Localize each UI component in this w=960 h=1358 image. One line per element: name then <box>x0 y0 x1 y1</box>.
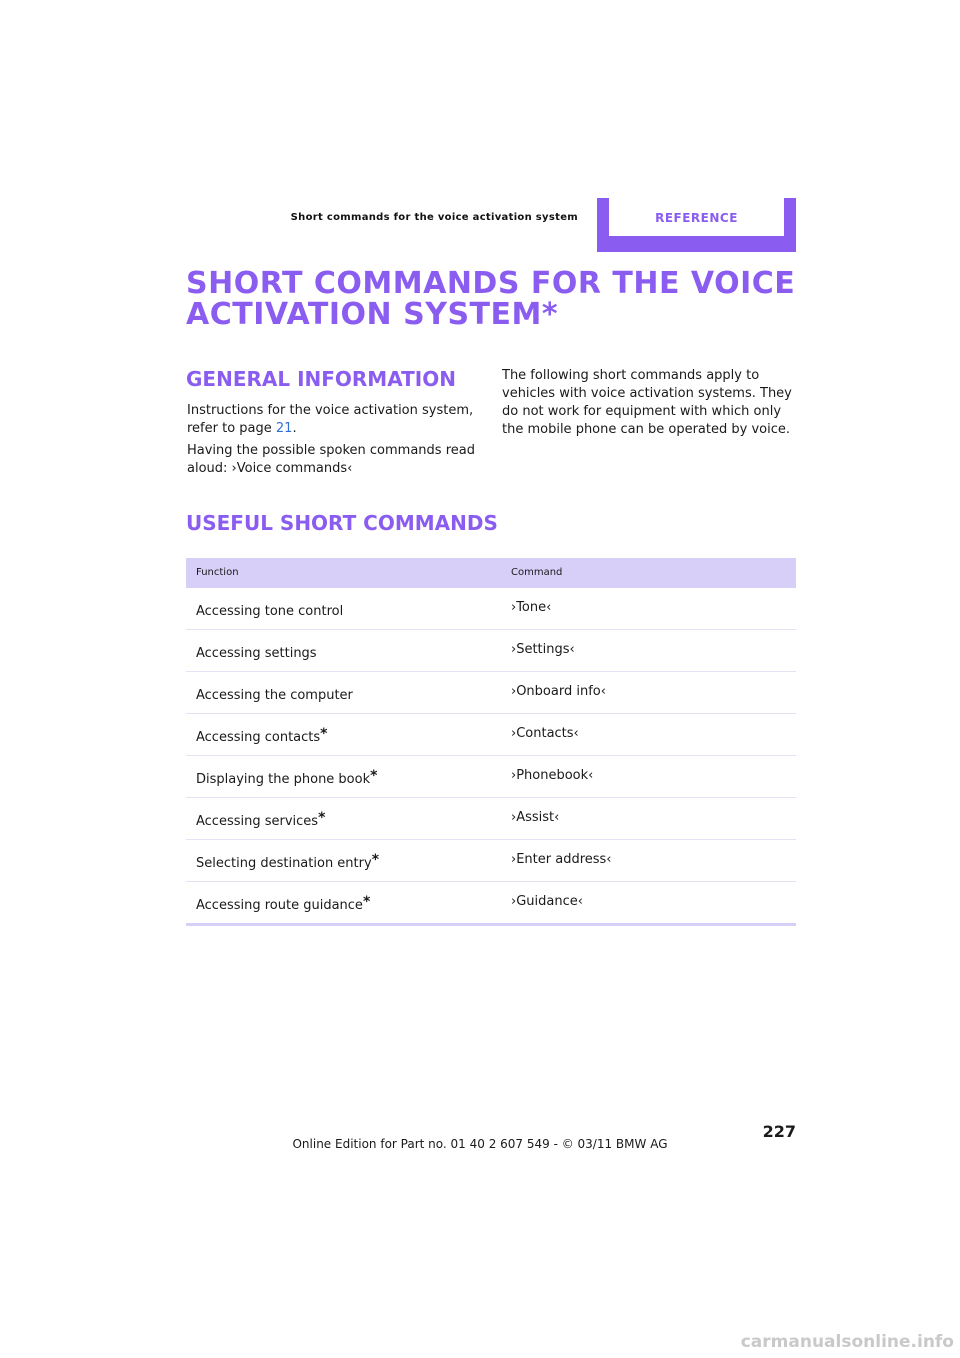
instructions-paragraph <box>187 402 487 438</box>
page-number: 227 <box>762 1122 796 1141</box>
optional-equipment-star: * <box>318 810 326 826</box>
reference-tab-inner <box>609 198 784 236</box>
reference-tab-label: REFERENCE <box>655 211 738 225</box>
page-title <box>186 268 806 330</box>
instructions-text: Instructions for the voice activation system, refer to page <box>187 403 474 436</box>
function-cell <box>196 852 379 871</box>
function-text: Accessing the computer <box>196 688 353 703</box>
function-cell <box>196 768 377 787</box>
optional-equipment-star: * <box>320 726 328 742</box>
function-column-header: Function <box>196 567 239 578</box>
function-text: Accessing tone control <box>196 604 344 619</box>
table-row <box>186 798 796 840</box>
function-text: Accessing contacts <box>196 730 321 745</box>
running-header-section: Short commands for the voice activation system <box>290 212 578 223</box>
optional-equipment-star: * <box>371 852 380 868</box>
function-text: Selecting destination entry <box>196 856 372 871</box>
function-text: Accessing services <box>196 814 319 829</box>
function-cell <box>196 726 328 745</box>
function-cell <box>196 600 343 619</box>
table-row <box>186 840 796 882</box>
command-cell: ›Enter address‹ <box>511 852 612 867</box>
command-cell: ›Guidance‹ <box>511 894 583 909</box>
function-cell <box>196 810 325 829</box>
useful-short-commands-heading: USEFUL SHORT COMMANDS <box>186 511 498 535</box>
function-cell <box>196 642 317 661</box>
table-header <box>186 558 796 588</box>
table-row <box>186 882 796 926</box>
command-cell: ›Onboard info‹ <box>511 684 606 699</box>
table-row <box>186 756 796 798</box>
table-row <box>186 714 796 756</box>
commands-table <box>186 558 796 926</box>
command-cell: ›Phonebook‹ <box>511 768 594 783</box>
command-cell: ›Contacts‹ <box>511 726 579 741</box>
function-cell <box>196 684 353 703</box>
voice-commands-paragraph: Having the possible spoken commands read aloud: ›Voice commands‹ <box>187 443 475 476</box>
table-row <box>186 588 796 630</box>
optional-equipment-star: * <box>370 768 378 784</box>
function-text: Accessing route guidance <box>196 898 363 913</box>
watermark: carmanualsonline.info <box>740 1332 954 1352</box>
optional-equipment-star: * <box>541 297 559 332</box>
function-cell <box>196 894 370 913</box>
command-cell: ›Settings‹ <box>511 642 575 657</box>
general-information-heading: GENERAL INFORMATION <box>186 367 456 391</box>
page-title-text: SHORT COMMANDS FOR THE VOICE ACTIVATION SYSTEM <box>186 266 796 332</box>
applicability-paragraph: The following short commands apply to vehicles with voice activation systems. They do not work for equipment with which only the mobile phone can be operated by voice. <box>502 368 792 437</box>
command-cell: ›Assist‹ <box>511 810 560 825</box>
command-cell: ›Tone‹ <box>511 600 552 615</box>
command-column-header: Command <box>511 567 563 578</box>
optional-equipment-star: * <box>362 894 371 910</box>
table-row <box>186 672 796 714</box>
table-row <box>186 630 796 672</box>
reference-tab <box>597 198 796 252</box>
instructions-period: . <box>292 421 297 436</box>
function-text: Accessing settings <box>196 646 317 661</box>
function-text: Displaying the phone book <box>196 772 371 787</box>
page-reference-link[interactable]: 21 <box>275 421 293 436</box>
edition-footer: Online Edition for Part no. 01 40 2 607 549 - © 03/11 BMW AG <box>292 1137 668 1151</box>
